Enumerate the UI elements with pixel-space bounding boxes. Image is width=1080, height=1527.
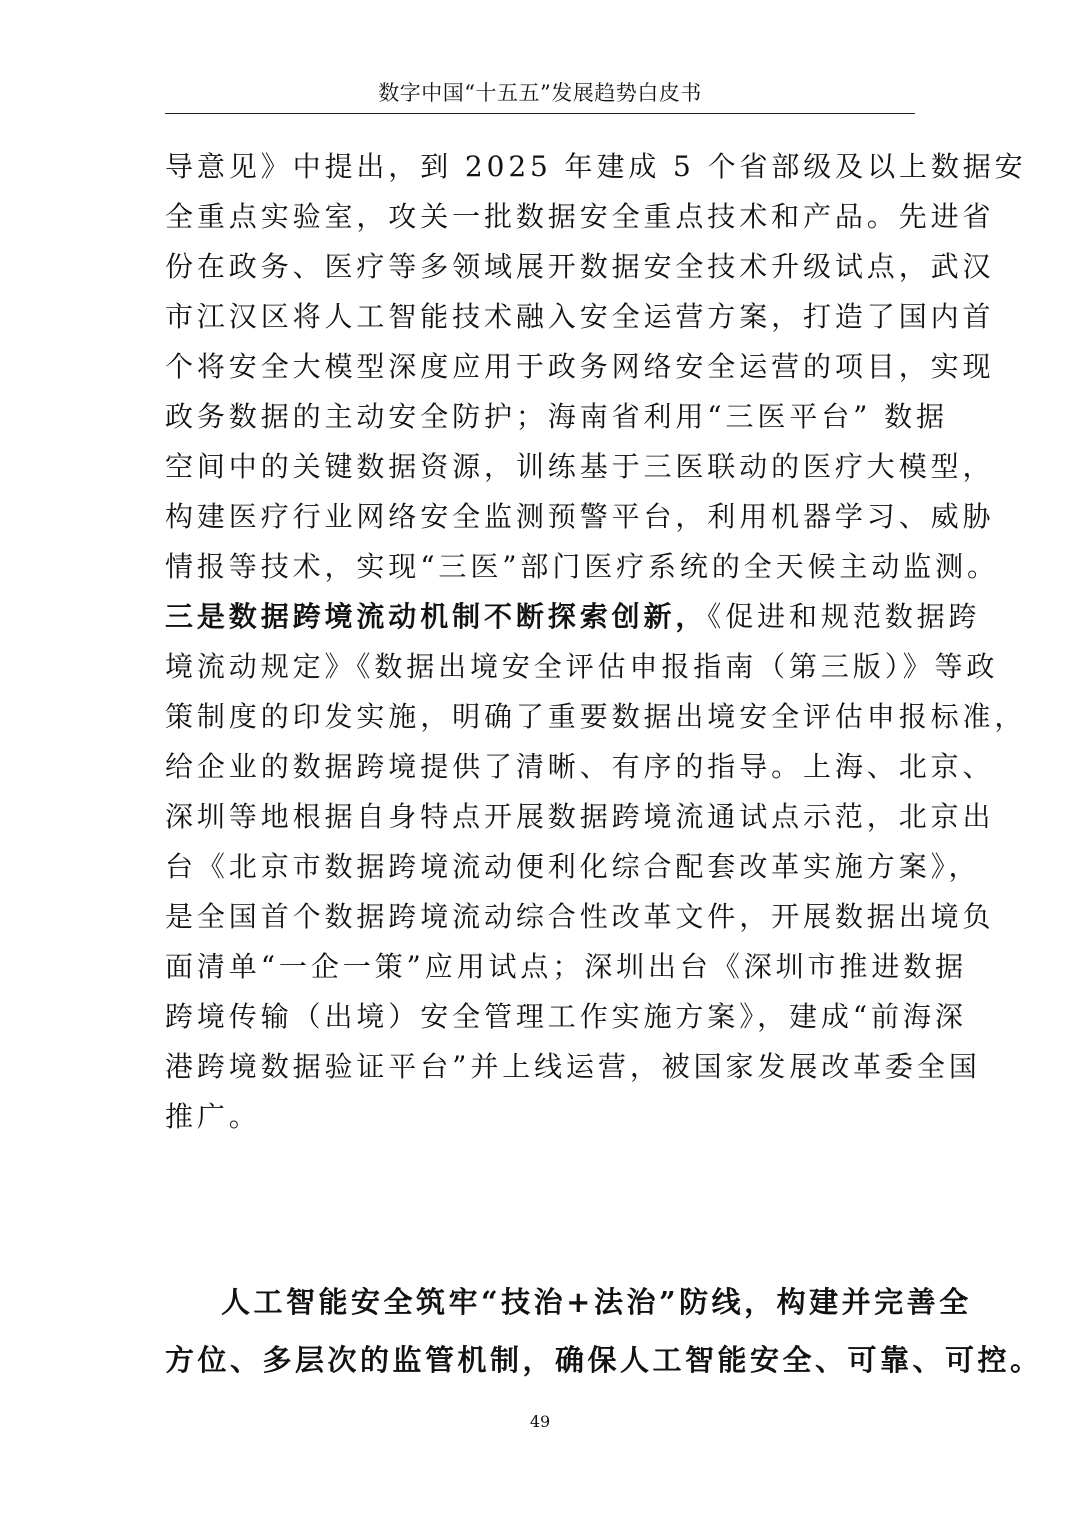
body-line: 策制度的印发实施，明确了重要数据出境安全评估申报标准， bbox=[165, 700, 1027, 733]
body-line: 导意见》中提出，到 2025 年建成 5 个省部级及以上数据安 bbox=[165, 150, 1027, 183]
body-line: 情报等技术，实现“三医”部门医疗系统的全天候主动监测。 bbox=[165, 550, 999, 583]
point-three-first-line bbox=[165, 592, 981, 642]
body-line: 市江汉区将人工智能技术融入安全运营方案，打造了国内首 bbox=[165, 300, 995, 333]
body-line: 政务数据的主动安全防护；海南省利用“三医平台” 数据 bbox=[165, 400, 948, 433]
body-line: 份在政务、医疗等多领域展开数据安全技术升级试点，武汉 bbox=[165, 250, 995, 283]
point-three-lead: 三是数据跨境流动机制不断探索创新， bbox=[165, 600, 708, 633]
body-text bbox=[165, 142, 1027, 1142]
body-line: 构建医疗行业网络安全监测预警平台，利用机器学习、威胁 bbox=[165, 500, 995, 533]
section-heading-line: 人工智能安全筑牢“技治+法治”防线，构建并完善全 bbox=[221, 1285, 972, 1319]
body-line: 是全国首个数据跨境流动综合性改革文件，开展数据出境负 bbox=[165, 900, 995, 933]
body-line: 跨境传输（出境）安全管理工作实施方案》，建成“前海深 bbox=[165, 1000, 967, 1033]
body-line: 个将安全大模型深度应用于政务网络安全运营的项目，实现 bbox=[165, 350, 995, 383]
body-line: 给企业的数据跨境提供了清晰、有序的指导。上海、北京、 bbox=[165, 750, 995, 783]
body-line: 空间中的关键数据资源，训练基于三医联动的医疗大模型， bbox=[165, 450, 995, 483]
body-line: 全重点实验室，攻关一批数据安全重点技术和产品。先进省 bbox=[165, 200, 995, 233]
point-three-first-rest: 《促进和规范数据跨 bbox=[707, 600, 981, 633]
body-line: 港跨境数据验证平台”并上线运营，被国家发展改革委全国 bbox=[165, 1050, 981, 1083]
section-heading-line: 方位、多层次的监管机制，确保人工智能安全、可靠、可控。 bbox=[165, 1343, 1043, 1377]
body-line: 推广。 bbox=[165, 1100, 261, 1133]
body-line: 台《北京市数据跨境流动便利化综合配套改革实施方案》， bbox=[165, 850, 981, 883]
body-line: 面清单“一企一策”应用试点；深圳出台《深圳市推进数据 bbox=[165, 950, 968, 983]
body-line: 深圳等地根据自身特点开展数据跨境流通试点示范，北京出 bbox=[165, 800, 995, 833]
page-header-title: 数字中国“十五五”发展趋势白皮书 bbox=[378, 81, 702, 105]
header-rule bbox=[165, 113, 915, 114]
section-heading bbox=[165, 1273, 1043, 1389]
page-number: 49 bbox=[529, 1412, 551, 1431]
body-line: 境流动规定》《数据出境安全评估申报指南（第三版）》等政 bbox=[165, 650, 999, 683]
